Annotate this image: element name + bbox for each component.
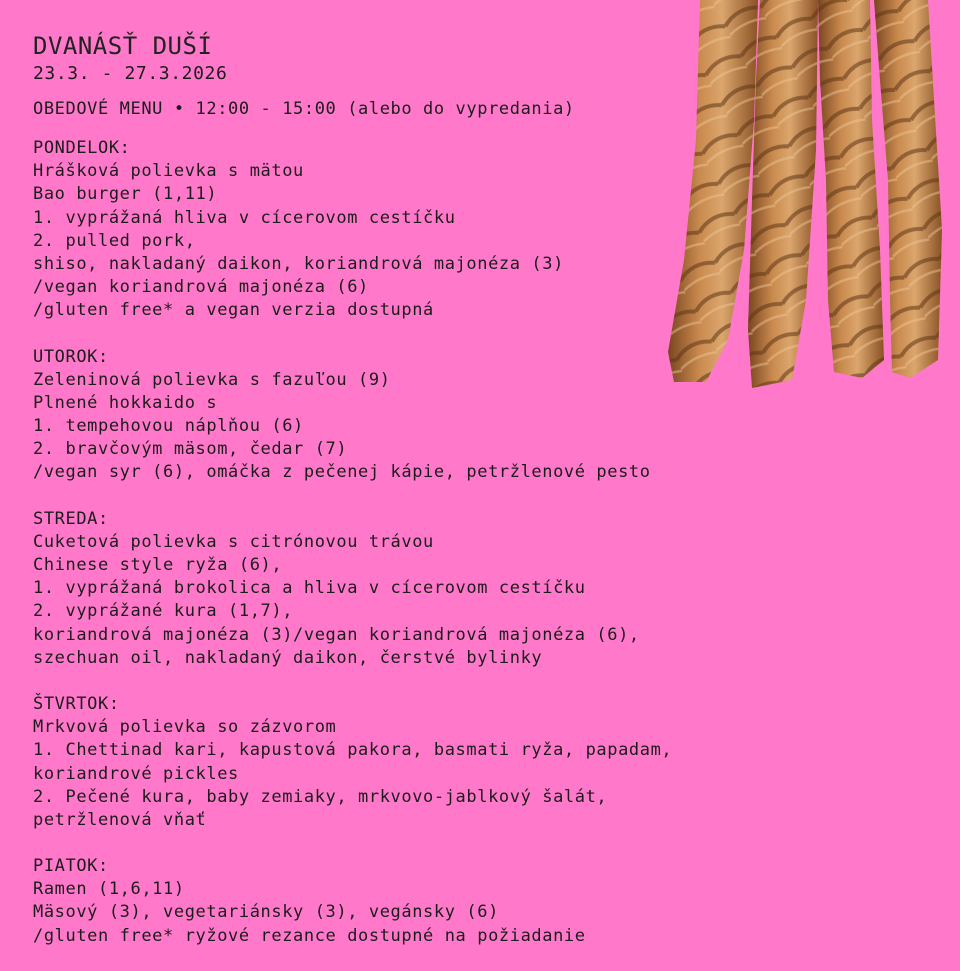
day-wednesday <box>33 508 933 670</box>
lunch-menu-hours: OBEDOVÉ MENU • 12:00 - 15:00 (alebo do vypredania) <box>33 99 575 119</box>
restaurant-name: DVANÁSŤ DUŠÍ <box>33 32 213 60</box>
menu-line: petržlenová vňať <box>33 809 207 830</box>
menu-line: /vegan syr (6), omáčka z pečenej kápie, petržlenové pesto <box>33 462 651 483</box>
menu-line: /gluten free* a vegan verzia dostupná <box>33 300 434 321</box>
day-heading: ŠTVRTOK: <box>33 693 120 714</box>
menu-line: koriandrová majonéza (3)/vegan koriandrová majonéza (6), <box>33 624 640 645</box>
menu-line: Cuketová polievka s citrónovou trávou <box>33 531 434 552</box>
menu-line: Mrkvová polievka so zázvorom <box>33 717 337 738</box>
menu-line: koriandrové pickles <box>33 763 239 784</box>
menu-line: shiso, nakladaný daikon, koriandrová majonéza (3) <box>33 253 564 274</box>
menu-line: Mäsový (3), vegetariánsky (3), vegánsky (6) <box>33 902 499 923</box>
breadsticks-photo <box>666 0 946 392</box>
day-friday <box>33 855 933 948</box>
day-thursday <box>33 693 933 832</box>
day-heading: STREDA: <box>33 508 109 529</box>
menu-line: Ramen (1,6,11) <box>33 879 185 900</box>
day-heading: PIATOK: <box>33 856 109 877</box>
menu-line: Zeleninová polievka s fazuľou (9) <box>33 369 391 390</box>
menu-line: Plnené hokkaido s <box>33 392 218 413</box>
menu-line: 2. bravčovým mäsom, čedar (7) <box>33 439 348 460</box>
menu-line: 1. tempehovou náplňou (6) <box>33 416 304 437</box>
week-date-range: 23.3. - 27.3.2026 <box>33 63 228 84</box>
breadstick-2 <box>748 0 818 388</box>
menu-line: 1. vyprážaná hliva v cícerovom cestíčku <box>33 207 456 228</box>
menu-line: szechuan oil, nakladaný daikon, čerstvé bylinky <box>33 647 543 668</box>
day-heading: PONDELOK: <box>33 138 131 158</box>
menu-line: 1. vyprážaná brokolica a hliva v cícerovom cestíčku <box>33 578 586 599</box>
menu-line: Bao burger (1,11) <box>33 184 218 205</box>
menu-line: 2. vyprážané kura (1,7), <box>33 601 294 622</box>
menu-line: 1. Chettinad kari, kapustová pakora, basmati ryža, papadam, <box>33 740 673 761</box>
breadstick-4 <box>874 0 942 378</box>
menu-line: Hrášková polievka s mätou <box>33 161 304 182</box>
menu-line: 2. pulled pork, <box>33 230 196 251</box>
menu-line: /gluten free* ryžové rezance dostupné na požiadanie <box>33 925 586 946</box>
breadstick-1 <box>668 0 758 382</box>
breadstick-3 <box>818 0 884 378</box>
day-heading: UTOROK: <box>33 346 109 367</box>
menu-line: /vegan koriandrová majonéza (6) <box>33 277 369 298</box>
menu-line: 2. Pečené kura, baby zemiaky, mrkvovo-jablkový šalát, <box>33 786 608 807</box>
menu-line: Chinese style ryža (6), <box>33 555 283 575</box>
